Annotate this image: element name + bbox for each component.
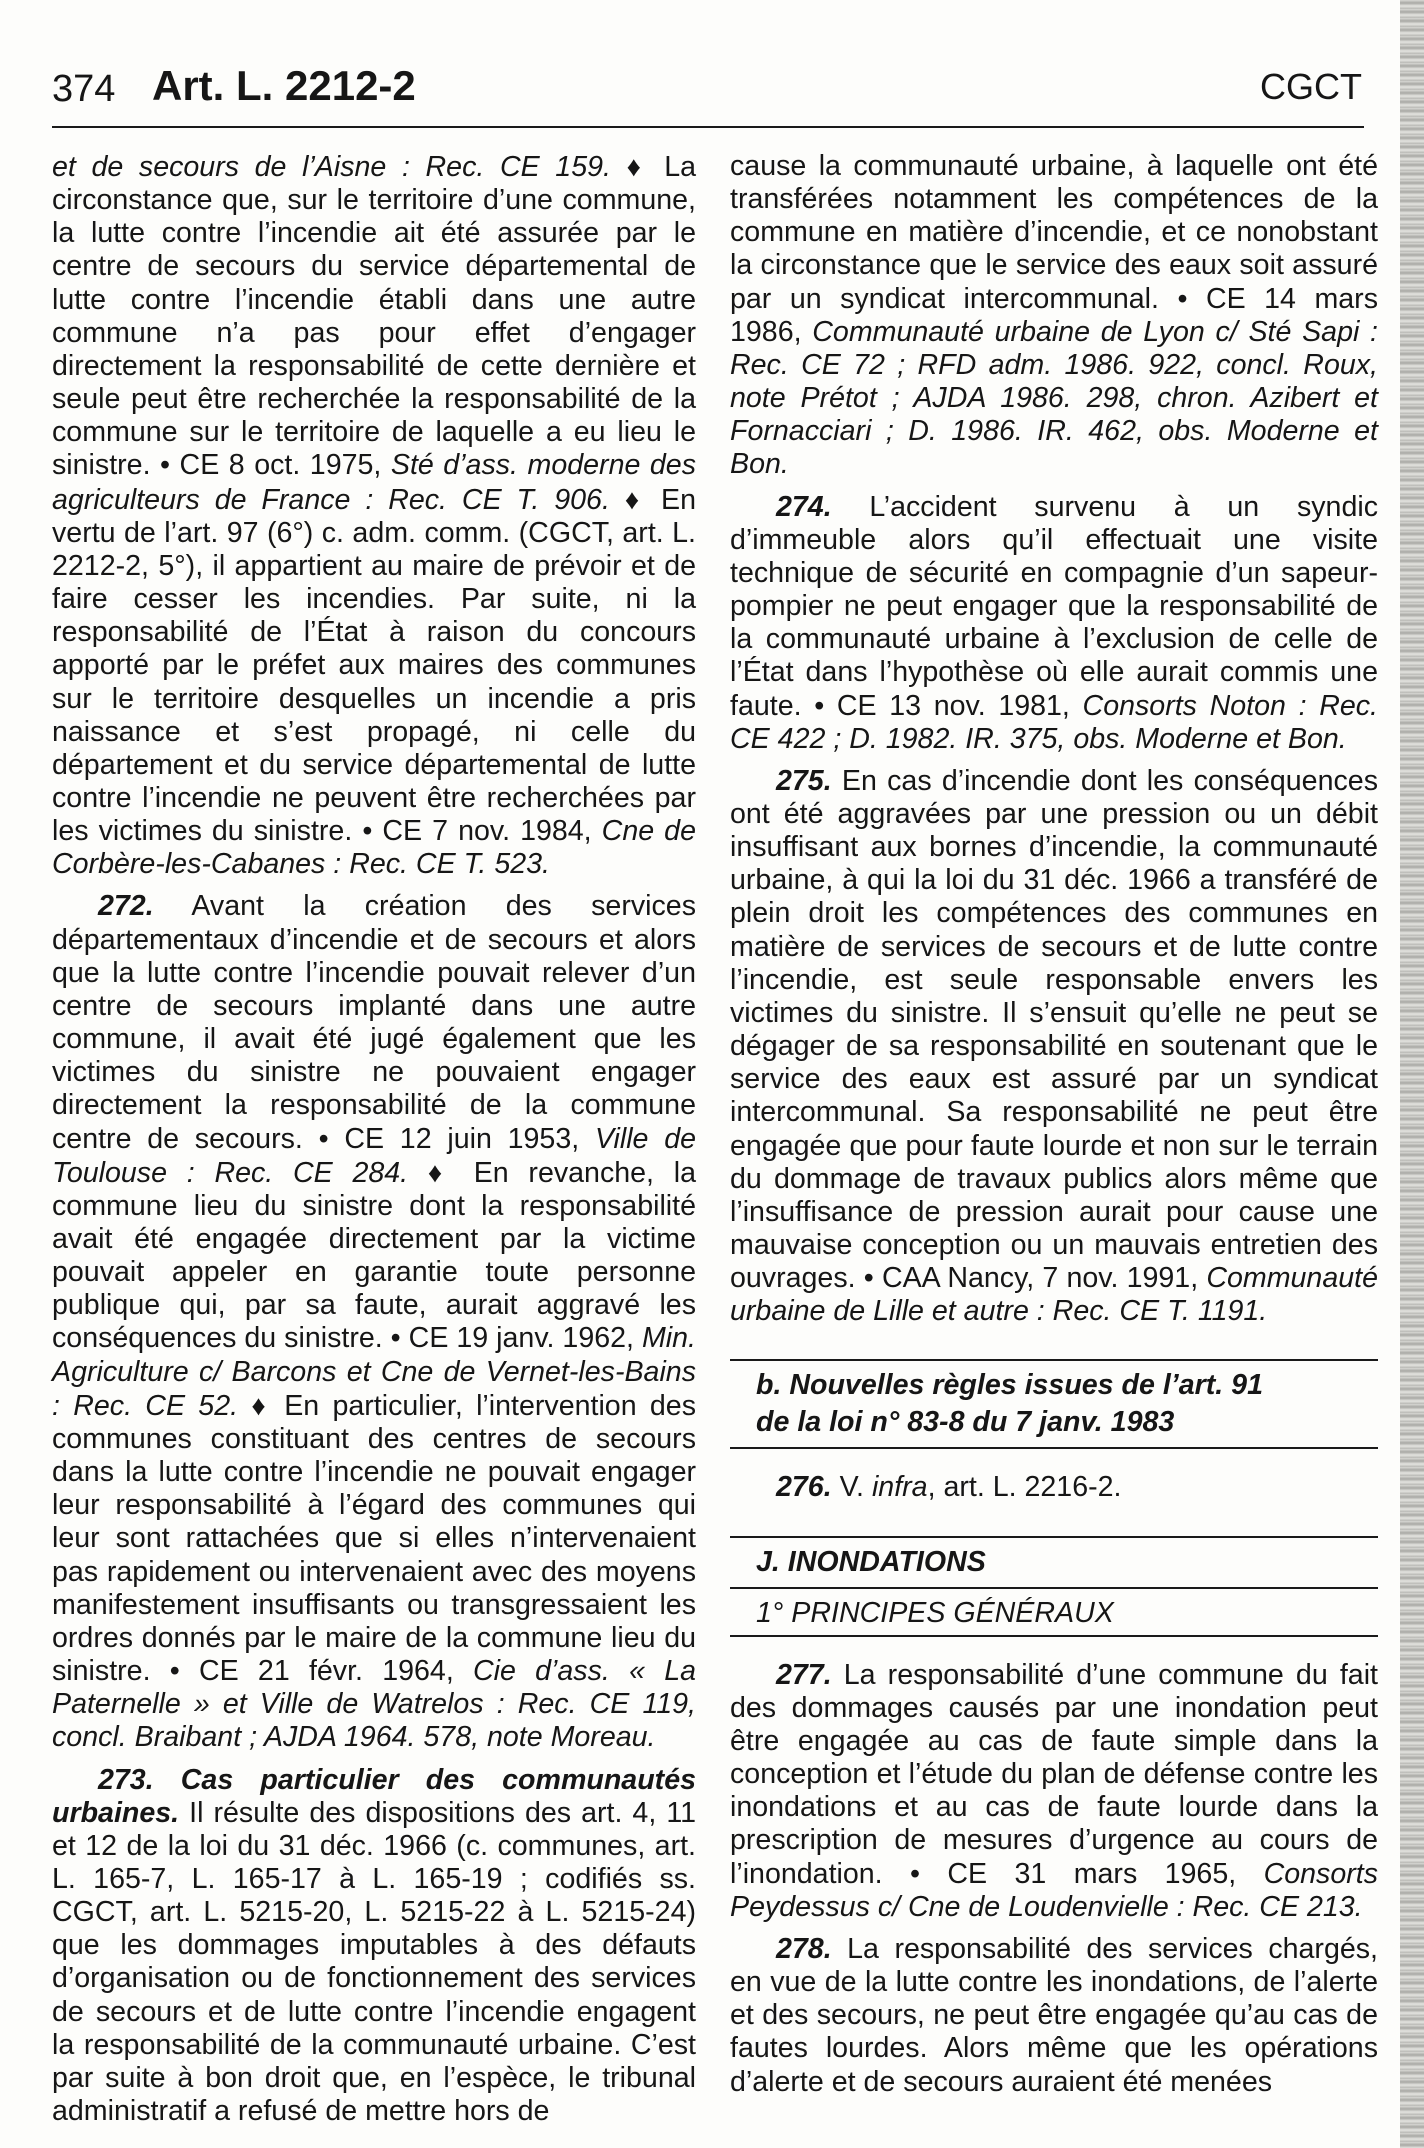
right-column: [730, 150, 1378, 2108]
note-number: 277.: [776, 1658, 832, 1691]
text-run: La responsabilité des services chargés, en vue de la lutte contre les inondations, de l’alerte et des secours, ne peut être engagée qu’au cas de fautes lourdes. Alors même que les opérations d’alerte et de secours auraient été menées: [730, 1932, 1378, 2098]
note-number: 278.: [776, 1932, 832, 1965]
diamond-separator-icon: ♦: [626, 151, 649, 182]
note-number: 276.: [776, 1471, 832, 1504]
paragraph-273: [52, 1764, 696, 2129]
citation-text: et de secours de l’Aisne : Rec. CE 159.: [52, 151, 611, 183]
citation-text: Communauté urbaine de Lille et autre : Rec. CE T. 1191.: [730, 1262, 1378, 1328]
citation-text: Communauté urbaine de Lyon c/ Sté Sapi : Rec. CE 72 ; RFD adm. 1986. 922, concl. Roux, note Prétot ; AJDA 1986. 298, chron. Azibert et Fornacciari ; D. 1986. IR. 462, obs. Moderne et Bon.: [730, 315, 1378, 481]
citation-text: Min. Agriculture c/ Barcons et Cne de Vernet-les-Bains : Rec. CE 52.: [52, 1322, 696, 1422]
diamond-separator-icon: ♦: [251, 1389, 271, 1421]
paragraph-274: [730, 491, 1378, 756]
running-header: [52, 62, 1362, 120]
scan-edge-shading: [1400, 0, 1424, 2148]
text-run: Il résulte des dispositions des art. 4, 11 et 12 de la loi du 31 déc. 1966 (c. communes, art. L. 165-7, L. 165-17 à L. 165-19 ; codifiés ss. CGCT, art. L. 5215-20, L. 5215-22 à L. 5215-24) que les dommages imputables à des défauts d’organisation ou de fonctionnement des services de secours et de lutte contre l’incendie engagent la responsabilité de la communauté urbaine. C’est par suite à bon droit que, en l’espèce, le tribunal administratif a refusé de mettre hors de: [52, 1796, 696, 2128]
paragraph-273-continued: [730, 150, 1378, 482]
citation-text: infra: [871, 1471, 928, 1504]
text-run: La circonstance que, sur le territoire d’une commune, la lutte contre l’incendie ait été assurée par le centre de secours du service départemental de lutte contre l’incendie établi dans une autre commune n’a pas pour effet d’engager directement la responsabilité de cette dernière et seule peut être recherchée la responsabilité de la commune sur le territoire de laquelle a eu lieu le sinistre. • CE 8 oct. 1975,: [52, 151, 697, 482]
note-title: 273. Cas particulier des communautés urbaines.: [52, 1763, 696, 1829]
text-run: En revanche, la commune lieu du sinistre dont la responsabilité avait été engagée directement par la victime pouvait appeler en garantie toute personne publique qui, par sa faute, aurait aggravé les conséquences du sinistre. • CE 19 janv. 1962,: [52, 1156, 696, 1355]
text-run: [610, 484, 625, 516]
text-run: En particulier, l’intervention des communes constituant des centres de secours dans la lutte contre l’incendie ne pouvait engager leur responsabilité à l’égard des communes qui leur sont rattachées que si elles n’intervenaient pas rapidement ou intervenaient avec des moyens manifestement insuffisants ou transgressaient les ordres donnés par le maire de la commune lieu du sinistre. • CE 21 févr. 1964,: [52, 1389, 696, 1688]
page-number: 374: [52, 68, 116, 110]
note-number: 272.: [98, 890, 154, 923]
section-heading-j: J. INONDATIONS: [756, 1545, 986, 1578]
subsection-heading-1: 1° PRINCIPES GÉNÉRAUX: [756, 1596, 1114, 1629]
paragraph-277: [730, 1659, 1378, 1924]
text-run: [611, 151, 627, 183]
text-run: cause la communauté urbaine, à laquelle ont été transférées notamment les compétences de la commune en matière d’incendie, et ce nonobstant la circonstance que le service des eaux soit assuré par un syndicat intercommunal. • CE 14 mars 1986,: [730, 150, 1378, 348]
header-rule: [52, 126, 1364, 128]
citation-text: Sté d’ass. moderne des agriculteurs de France : Rec. CE T. 906.: [52, 449, 696, 516]
diamond-separator-icon: ♦: [427, 1156, 454, 1188]
section-heading-b-line1: b. Nouvelles règles issues de l’art. 91: [756, 1369, 1263, 1402]
text-run: [238, 1390, 251, 1422]
paragraph-272: [52, 890, 696, 1754]
section-heading-b-line2: de la loi n° 83-8 du 7 janv. 1983: [756, 1406, 1175, 1439]
paragraph-continued: [52, 150, 696, 881]
text-run: Avant la création des services départementaux d’incendie et de secours et alors que la lutte contre l’incendie pouvait relever d’un centre de secours implanté dans une autre commune, il avait été jugé également que les victimes du sinistre ne pouvaient engager directement la responsabilité de la commune centre de secours. • CE 12 juin 1953,: [52, 890, 696, 1155]
paragraph-275: [730, 765, 1378, 1329]
code-name: CGCT: [1260, 66, 1362, 107]
article-reference: Art. L. 2212-2: [152, 62, 416, 109]
citation-text: Cne de Corbère-les-Cabanes : Rec. CE T. 523.: [52, 815, 696, 881]
left-column: [52, 150, 696, 2137]
text-run: En vertu de l’art. 97 (6°) c. adm. comm. (CGCT, art. L. 2212-2, 5°), il appartient au maire de prévoir et de faire cesser les incendies. Par suite, ni la responsabilité de l’État à raison du concours apporté par le préfet aux maires des communes sur le territoire desquelles un incendie a pris naissance et s’est propagé, ni celle du département et du service départemental de lutte contre l’incendie ne peuvent être recherchées par les victimes du sinistre. • CE 7 nov. 1984,: [52, 483, 696, 848]
section-heading-b: [730, 1361, 1378, 1447]
citation-text: Ville de Toulouse : Rec. CE 284.: [52, 1122, 697, 1189]
paragraph-276: [730, 1471, 1378, 1504]
text-run: V.: [831, 1471, 872, 1504]
text-run: L’accident survenu à un syndic d’immeuble alors qu’il effectuait une visite technique de sécurité en compagnie d’un sapeur-pompier ne peut engager que la responsabilité de la communauté urbaine à l’exclusion de celle de l’État dans l’hypothèse où elle aurait commis une faute. • CE 13 nov. 1981,: [730, 490, 1378, 722]
citation-text: Cie d’ass. « La Paternelle » et Ville de Watrelos : Rec. CE 119, concl. Braibant ; AJDA 1964. 578, note Moreau.: [52, 1655, 697, 1754]
text-run: [408, 1157, 428, 1189]
citation-text: Consorts Peydessus c/ Cne de Loudenvielle : Rec. CE 213.: [730, 1857, 1378, 1923]
citation-text: Consorts Noton : Rec. CE 422 ; D. 1982. IR. 375, obs. Moderne et Bon.: [730, 689, 1378, 755]
text-run: , art. L. 2216-2.: [927, 1471, 1122, 1504]
text-run: En cas d’incendie dont les conséquences ont été aggravées par une pression ou un débit insuffisant aux bornes d’incendie, la communauté urbaine, à qui la loi du 31 déc. 1966 a transféré de plein droit les compétences des communes en matière de services de secours et de lutte contre l’incendie, est seule responsable envers les victimes du sinistre. Il s’ensuit qu’elle ne peut se dégager de sa responsabilité en soutenant que le service des eaux est assuré par un syndicat intercommunal. Sa responsabilité ne peut être engagée que pour faute lourde et non sur le terrain du dommage de travaux publics alors même que l’insuffisance de pression aurait pour cause une mauvaise conception ou un mauvais entretien des ouvrages. • CAA Nancy, 7 nov. 1991,: [730, 764, 1378, 1295]
text-run: La responsabilité d’une commune du fait des dommages causés par une inondation peut être engagée au cas de faute simple dans la conception et l’étude du plan de défense contre les inondations et au cas de faute lourde dans la prescription de mesures d’urgence au cours de l’inondation. • CE 31 mars 1965,: [730, 1658, 1378, 1890]
diamond-separator-icon: ♦: [624, 483, 647, 515]
note-number: 274.: [776, 490, 832, 523]
paragraph-278: [730, 1933, 1378, 2099]
note-number: 275.: [776, 764, 832, 797]
